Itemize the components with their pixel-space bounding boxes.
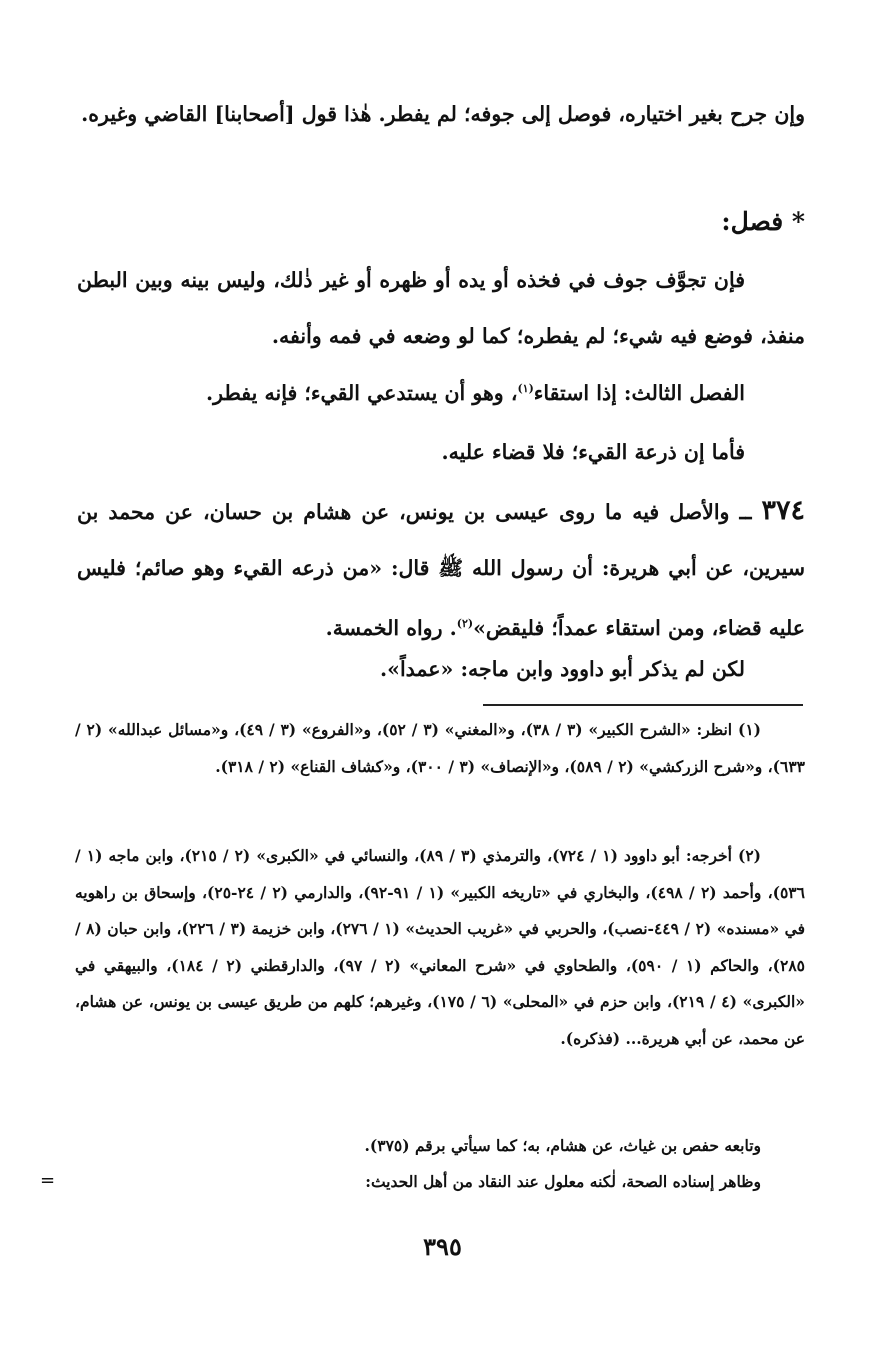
hadith-tail: . رواه الخمسة. bbox=[325, 615, 457, 640]
page-number: ٣٩٥ bbox=[423, 1232, 462, 1261]
footnote-ref-1[interactable]: (١) bbox=[517, 382, 534, 395]
hadith-paragraph bbox=[77, 483, 805, 656]
paragraph-3 bbox=[77, 361, 805, 421]
paragraph-1-text: وإن جرح بغير اختياره، فوصل إلى جوفه؛ لم يفطر. هٰذا قول [أصحابنا] القاضي وغيره. bbox=[81, 102, 805, 126]
section-heading bbox=[77, 194, 805, 251]
footnote-2-continuation bbox=[75, 1128, 805, 1165]
paragraph-3-lead: الفصل الثالث bbox=[631, 380, 745, 405]
footnote-2 bbox=[75, 838, 805, 1057]
footnote-1-text: (١) انظر: «الشرح الكبير» (٣ / ٣٨)، و«المغني» (٣ / ٥٢)، و«الفروع» (٣ / ٤٩)، و«مسائل عبدالله» (٢ / ٦٣٣)، و«شرح الزركشي» (٢ / ٥٨٩)، و«الإنصاف» (٣ / ٣٠٠)، و«كشاف القناع» (٢ / ٣١٨). bbox=[75, 720, 805, 776]
paragraph-2-text: فإن تجوَّف جوف في فخذه أو يده أو ظهره أو غير ذٰلك، وليس بينه وبين البطن منفذ، فوضع فيه شيء؛ لم يفطره؛ كما لو وضعه في فمه وأنفه. bbox=[77, 268, 805, 348]
footnote-2-text: (٢) أخرجه: أبو داوود (١ / ٧٢٤)، والترمذي (٣ / ٨٩)، والنسائي في «الكبرى» (٢ / ٢١٥)، وابن ماجه (١ / ٥٣٦)، وأحمد (٢ / ٤٩٨)، والبخاري في «تاريخه الكبير» (١ / ٩١-٩٢)، والدارمي (٢ / ٢٤-٢٥)، وإسحاق بن راهويه في «مسنده» (٢ / ٤٤٩-نصب)، والحربي في «غريب الحديث» (١ / ٢٧٦)، وابن خزيمة (٣ / ٢٢٦)، وابن حبان (٨ / ٢٨٥)، والحاكم (١ / ٥٩٠)، والطحاوي في «شرح المعاني» (٢ / ٩٧)، والدارقطني (٢ / ١٨٤)، والبيهقي في «الكبرى» (٤ / ٢١٩)، وابن حزم في «المحلى» (٦ / ١٧٥)، وغيرهم؛ كلهم من طريق عيسى بن يونس، عن هشام، عن محمد، عن أبي هريرة... (فذكره). bbox=[75, 846, 805, 1048]
footnote-separator bbox=[483, 704, 803, 706]
paragraph-1 bbox=[77, 86, 805, 142]
paragraph-4 bbox=[77, 424, 805, 480]
paragraph-4-text: فأما إن ذرعة القيء؛ فلا قضاء عليه. bbox=[441, 440, 745, 464]
paragraph-3-tail: ، وهو أن يستدعي القيء؛ فإنه يفطر. bbox=[206, 380, 518, 405]
continuation-mark: = bbox=[40, 1170, 56, 1191]
hadith-number: ٣٧٤ bbox=[761, 495, 805, 526]
paragraph-3-body: : إذا استقاء bbox=[533, 380, 632, 405]
section-heading-text: * فصل: bbox=[721, 207, 805, 236]
hadith-text: ــ والأصل فيه ما روى عيسى بن يونس، عن هشام بن حسان، عن محمد بن سيرين، عن أبي هريرة: أن رسول الله ﷺ قال: «من ذرعه القيء وهو صائم؛ فليس عليه قضاء، ومن استقاء عمداً؛ فليقض» bbox=[77, 500, 805, 640]
footnote-ref-2[interactable]: (٢) bbox=[456, 617, 474, 630]
footnote-2-continuation-text: وتابعه حفص بن غياث، عن هشام، به؛ كما سيأتي برقم (٣٧٥). bbox=[364, 1136, 761, 1155]
footnote-2-conclusion bbox=[75, 1164, 805, 1201]
footnote-1 bbox=[75, 712, 805, 785]
footnote-2-conclusion-text: وظاهر إسناده الصحة، لٰكنه معلول عند النقاد من أهل الحديث: bbox=[365, 1172, 761, 1191]
paragraph-2 bbox=[77, 252, 805, 364]
paragraph-6-text: لكن لم يذكر أبو داوود وابن ماجه: «عمداً». bbox=[380, 657, 745, 681]
paragraph-6 bbox=[77, 641, 805, 697]
